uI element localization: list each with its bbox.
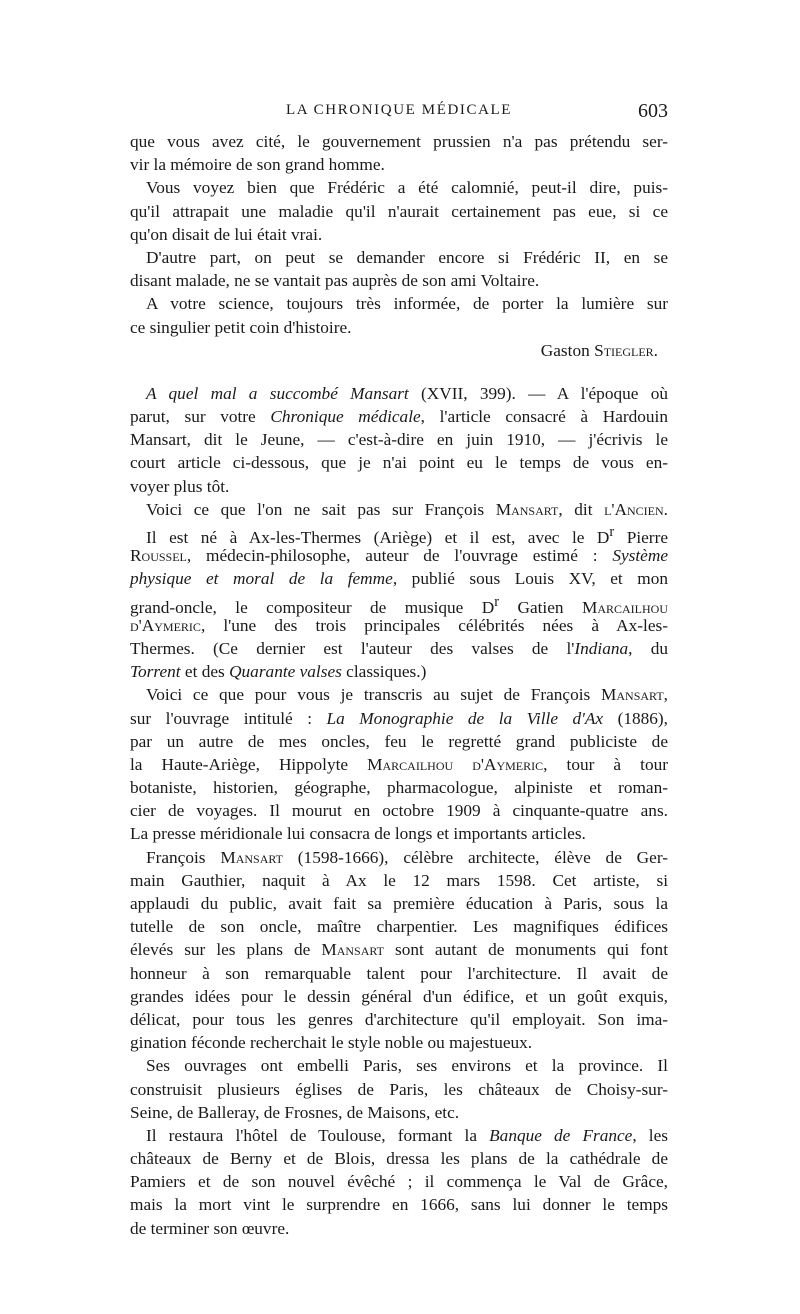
text-line: construisit plusieurs églises de Paris, les châteaux de Choisy-sur- xyxy=(130,1079,668,1099)
text-line: La presse méridionale lui consacra de longs et importants articles. xyxy=(130,824,586,844)
text-line: Ses ouvrages ont embelli Paris, ses environs et la province. Il xyxy=(146,1056,668,1076)
text-line: A votre science, toujours très informée, de porter la lumière sur xyxy=(146,294,668,314)
section-gap xyxy=(130,362,668,382)
text-line: ce singulier petit coin d'histoire. xyxy=(130,317,352,337)
text-line: disant malade, ne se vantait pas auprès de son ami Voltaire. xyxy=(130,271,540,291)
text-line: gination féconde recherchait le style noble ou majestueux. xyxy=(130,1033,533,1053)
question-line: A quel mal a succombé Mansart (XVII, 399). — A l'époque où xyxy=(146,383,668,403)
text-line: botaniste, historien, géographe, pharmacologue, alpiniste et roman- xyxy=(130,778,668,798)
text-line: parut, sur votre Chronique médicale, l'article consacré à Hardouin xyxy=(130,407,668,427)
text-line: la Haute-Ariège, Hippolyte Marcailhou d'Aymeric, tour à tour xyxy=(130,754,668,774)
text-line: élevés sur les plans de Mansart sont autant de monuments qui font xyxy=(130,940,669,960)
text-line: applaudi du public, avait fait sa première éducation à Paris, sous la xyxy=(130,894,668,913)
text-line: Il restaura l'hôtel de Toulouse, formant la Banque de France, les xyxy=(146,1125,668,1145)
text-line: François Mansart (1598-1666), célèbre architecte, élève de Ger- xyxy=(146,847,668,867)
text-line: par un autre de mes oncles, feu le regretté grand publiciste de xyxy=(130,731,668,751)
page-number: 603 xyxy=(638,100,668,122)
text-line: Roussel, médecin-philosophe, auteur de l'ouvrage estimé : Système xyxy=(130,546,668,566)
text-line: Thermes. (Ce dernier est l'auteur des valses de l'Indiana, du xyxy=(130,638,668,658)
text-line: cier de voyages. Il mourut en octobre 1909 à cinquante-quatre ans. xyxy=(130,801,668,821)
page-body xyxy=(130,130,668,1240)
signature-last-name: Stiegler. xyxy=(594,340,658,360)
text-line: Pamiers et de son nouvel évêché ; il commença le Val de Grâce, xyxy=(130,1172,668,1192)
text-line: tutelle de son oncle, maître charpentier. Les magnifiques édifices xyxy=(130,917,668,937)
text-line: Il est né à Ax-les-Thermes (Ariège) et il est, avec le $D^r$ Pierre xyxy=(146,524,668,547)
text-line: Torrent et des Quarante valses classiques.) xyxy=(130,662,427,682)
text-line: Seine, de Balleray, de Frosnes, de Maisons, etc. xyxy=(130,1102,460,1122)
text-line: grandes idées pour le dessin général d'un édifice, et un goût exquis, xyxy=(130,986,668,1006)
text-line: court article ci-dessous, que je n'ai point eu le temps de vous en- xyxy=(130,453,668,473)
text-line: D'autre part, on peut se demander encore si Frédéric II, en se xyxy=(146,247,668,267)
text-line: délicat, pour tous les genres d'architecture qu'il employait. Son ima- xyxy=(130,1009,668,1029)
text-line: Voici ce que l'on ne sait pas sur François Mansart, dit l'Ancien. xyxy=(146,499,668,519)
signature xyxy=(130,339,668,362)
page-header xyxy=(130,100,668,128)
text-line: voyer plus tôt. xyxy=(130,476,230,496)
text-line: Vous voyez bien que Frédéric a été calomnié, peut-il dire, puis- xyxy=(146,178,668,198)
text-line: physique et moral de la femme, publié sous Louis XV, et mon xyxy=(130,569,668,589)
question-title: A quel mal a succombé Mansart xyxy=(146,383,409,403)
text-line: vir la mémoire de son grand homme. xyxy=(130,155,385,175)
signature-first-name: Gaston xyxy=(540,340,590,360)
text-line: de terminer son œuvre. xyxy=(130,1218,290,1238)
text-line: grand-oncle, le compositeur de musique $D^r$ Gatien Marcailhou xyxy=(130,593,668,617)
text-line: sur l'ouvrage intitulé : La Monographie de la Ville d'Ax (1886), xyxy=(130,708,669,728)
text-line: d'Aymeric, l'une des trois principales célébrités nées à Ax-les- xyxy=(130,615,668,635)
text-line: qu'il attrapait une maladie qu'il n'aurait certainement pas eue, si ce xyxy=(130,201,668,221)
text-line: mais la mort vint le surprendre en 1666, sans lui donner le temps xyxy=(130,1195,668,1215)
text-line: Voici ce que pour vous je transcris au sujet de François Mansart, xyxy=(146,685,668,705)
text-line: honneur à son remarquable talent pour l'architecture. Il avait de xyxy=(130,963,668,983)
text-line: Mansart, dit le Jeune, — c'est-à-dire en juin 1910, — j'écrivis le xyxy=(130,430,668,450)
text-line: châteaux de Berny et de Blois, dressa les plans de la cathédrale de xyxy=(130,1149,668,1169)
running-title: LA CHRONIQUE MÉDICALE xyxy=(285,102,513,118)
text-line: main Gauthier, naquit à Ax le 12 mars 1598. Cet artiste, si xyxy=(130,870,668,890)
text-line: que vous avez cité, le gouvernement prussien n'a pas prétendu ser- xyxy=(130,132,668,151)
text-line: qu'on disait de lui était vrai. xyxy=(130,224,323,244)
